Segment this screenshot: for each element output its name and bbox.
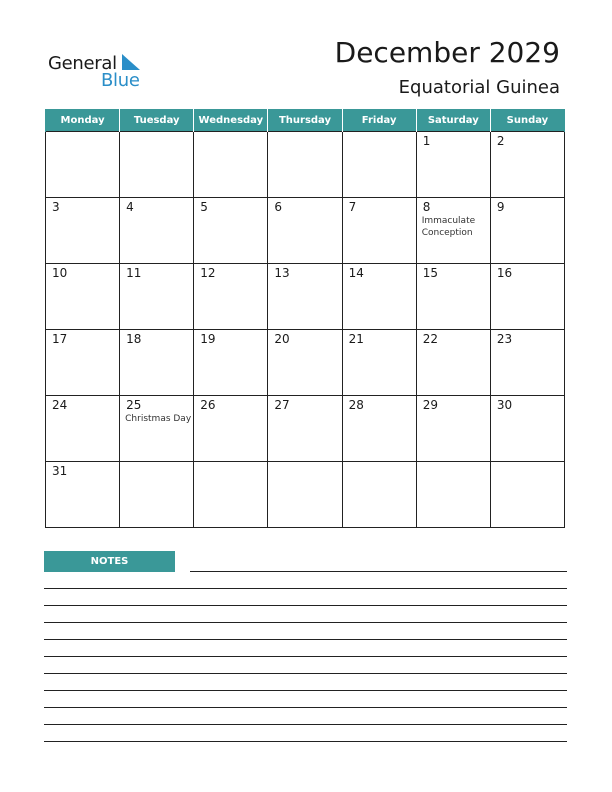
day-cell: [268, 198, 342, 264]
holiday-label: Immaculate Conception: [421, 216, 476, 238]
weekday-header: Tuesday: [120, 109, 194, 132]
day-number: 14: [348, 266, 364, 280]
day-cell: [120, 462, 194, 528]
day-number: 3: [52, 200, 60, 214]
day-number: [268, 132, 341, 135]
note-line: [44, 622, 567, 623]
note-line: [44, 639, 567, 640]
day-number: 26: [200, 398, 216, 412]
day-number: [343, 462, 416, 465]
weekday-header-row: [46, 109, 565, 132]
day-number: 16: [496, 266, 513, 280]
day-number: [268, 462, 341, 465]
day-number: 23: [496, 332, 513, 346]
logo-triangle-icon: [120, 54, 142, 74]
note-line: [44, 741, 567, 742]
day-cell: [46, 330, 120, 396]
holiday-label: Christmas Day: [125, 414, 192, 424]
day-cell: [120, 396, 194, 462]
day-cell: [490, 198, 564, 264]
note-line: [44, 588, 567, 589]
day-number: 8: [422, 200, 431, 214]
day-number: [120, 132, 193, 135]
day-number: 21: [348, 332, 364, 346]
day-cell: [194, 264, 268, 330]
day-cell: [342, 396, 416, 462]
weekday-header: Thursday: [268, 109, 342, 132]
weekday-header: Monday: [46, 109, 120, 132]
generalblue-logo: [48, 52, 148, 92]
day-number: [491, 462, 564, 465]
day-cell: [416, 330, 490, 396]
day-cell: [46, 462, 120, 528]
week-row: [46, 264, 565, 330]
day-cell: [46, 264, 120, 330]
note-line: [44, 605, 567, 606]
day-cell: [120, 330, 194, 396]
month-calendar: [45, 109, 565, 528]
day-cell: [490, 462, 564, 528]
day-number: 20: [274, 332, 290, 346]
day-cell: [194, 396, 268, 462]
day-cell: [194, 132, 268, 198]
day-number: 30: [496, 398, 513, 412]
day-cell: [120, 132, 194, 198]
note-line: [190, 571, 567, 572]
day-cell: [194, 330, 268, 396]
weekday-header: Wednesday: [194, 109, 268, 132]
note-line: [44, 673, 567, 674]
day-number: 12: [200, 266, 216, 280]
page-subtitle: Equatorial Guinea: [398, 77, 560, 98]
page-title: December 2029: [334, 36, 560, 69]
day-cell: [490, 264, 564, 330]
day-number: 2: [496, 134, 505, 148]
day-cell: [268, 462, 342, 528]
day-cell: [416, 198, 490, 264]
day-number: 11: [126, 266, 142, 280]
day-number: 4: [126, 200, 134, 214]
logo-word-general: General: [48, 53, 117, 74]
day-number: 9: [496, 200, 505, 214]
day-number: 27: [274, 398, 290, 412]
day-cell: [490, 396, 564, 462]
day-number: 17: [52, 332, 68, 346]
day-number: 18: [126, 332, 142, 346]
day-number: 13: [274, 266, 290, 280]
day-number: 5: [200, 200, 208, 214]
note-line: [44, 656, 567, 657]
day-cell: [342, 462, 416, 528]
day-cell: [268, 264, 342, 330]
day-cell: [120, 264, 194, 330]
day-number: [194, 132, 267, 135]
day-cell: [194, 462, 268, 528]
day-cell: [416, 264, 490, 330]
day-cell: [416, 462, 490, 528]
day-cell: [490, 330, 564, 396]
note-line: [44, 707, 567, 708]
week-row: [46, 330, 565, 396]
day-cell: [342, 264, 416, 330]
day-cell: [416, 132, 490, 198]
day-number: 24: [52, 398, 68, 412]
day-number: 7: [348, 200, 357, 214]
day-cell: [46, 132, 120, 198]
day-number: [46, 132, 119, 135]
day-number: 31: [52, 464, 68, 478]
weekday-header: Saturday: [416, 109, 490, 132]
week-row: [46, 198, 565, 264]
day-number: 6: [274, 200, 283, 214]
week-row: [46, 396, 565, 462]
day-cell: [416, 396, 490, 462]
day-cell: [268, 330, 342, 396]
day-number: [194, 462, 267, 465]
day-number: 15: [422, 266, 438, 280]
day-cell: [268, 132, 342, 198]
day-number: 10: [52, 266, 68, 280]
day-cell: [490, 132, 564, 198]
day-number: 1: [422, 134, 431, 148]
day-number: 29: [422, 398, 438, 412]
day-cell: [120, 198, 194, 264]
weekday-header: Sunday: [490, 109, 564, 132]
day-number: 19: [200, 332, 216, 346]
day-cell: [194, 198, 268, 264]
day-number: 25: [126, 398, 142, 412]
day-cell: [46, 396, 120, 462]
weekday-header: Friday: [342, 109, 416, 132]
day-number: [343, 132, 416, 135]
notes-header: NOTES: [44, 551, 175, 572]
day-number: [120, 462, 193, 465]
day-cell: [342, 330, 416, 396]
logo-word-blue: Blue: [101, 70, 140, 91]
day-number: 28: [348, 398, 364, 412]
day-cell: [342, 198, 416, 264]
day-number: 22: [422, 332, 438, 346]
day-cell: [268, 396, 342, 462]
note-line: [44, 724, 567, 725]
week-row: [46, 462, 565, 528]
note-line: [44, 690, 567, 691]
day-cell: [342, 132, 416, 198]
day-cell: [46, 198, 120, 264]
day-number: [417, 462, 490, 465]
week-row: [46, 132, 565, 198]
